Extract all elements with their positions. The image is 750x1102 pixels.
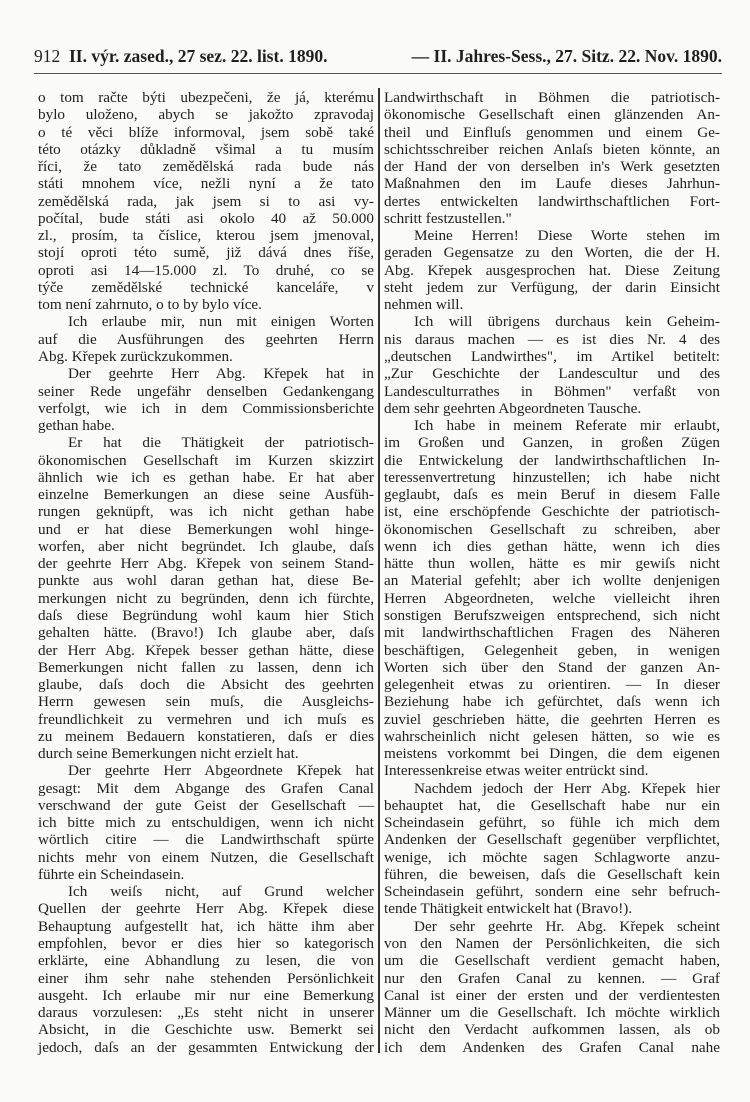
text-line: nur den Grafen Canal zu kennen. — Graf — [384, 969, 720, 987]
text-line: behauptet hat, die Gesellschaft habe nur ein — [384, 796, 720, 814]
text-line: wenn ich dies gethan hätte, wenn ich dies — [384, 537, 720, 555]
text-line: rungen geknüpft, was ich nicht gethan habe — [38, 503, 374, 521]
text-line: nichts mehr von einem Nutzen, die Gesellschaft — [38, 848, 374, 866]
text-line: führen, die beweisen, daſs die Gesellschaft kein — [384, 865, 720, 883]
text-line: o tom račte býti ubezpečeni, že já, kterému — [38, 89, 374, 106]
text-line: Bemerkungen nicht fallen zu lassen, denn ich — [38, 658, 374, 676]
text-line: Quellen der geehrte Herr Abg. Křepek diese — [38, 900, 374, 918]
text-line: dem sehr geehrten Abgeordneten Tausche. — [384, 399, 642, 417]
text-line: freundlichkeit zu vermehren und ich muſs es — [38, 710, 374, 728]
text-line: tom není zahrnuto, o to by bylo více. — [38, 296, 262, 314]
text-line: stojí oproti této sumě, již dává dnes říše, — [38, 244, 374, 262]
text-line: erklärte, eine Abhandlung zu lesen, die von — [38, 952, 374, 970]
text-line: gethan habe. — [38, 417, 115, 435]
text-line: daraus vorzulesen: „Es steht nicht in unserer — [38, 1004, 374, 1022]
text-line: zuviel geschrieben hätte, die geehrten Herren es — [384, 710, 720, 728]
header-czech-session: II. výr. zased., 27 sez. 22. list. 1890. — [69, 46, 328, 66]
text-line: empfohlen, bevor er dies hier so kategorisch — [38, 935, 374, 953]
text-line: Der geehrte Herr Abg. Křepek hat in — [68, 365, 374, 383]
text-line: führte ein Scheindasein. — [38, 865, 185, 883]
text-line: meistens vorkommt bei Dingen, die dem eigenen — [384, 745, 720, 763]
text-line: týče zemědělské technické kanceláře, v — [38, 278, 374, 296]
text-line: Landwirthschaft in Böhmen die patriotisch- — [384, 89, 720, 106]
text-line: ausgeht. Ich erlaube mir nur eine Bemerkung — [38, 986, 374, 1004]
text-line: Er hat die Thätigkeit der patriotisch- — [68, 434, 374, 452]
text-line: počítal, bude státi asi okolo 40 až 50.000 — [38, 209, 374, 227]
text-line: Landesculturrathes in Böhmen" verfaßt von — [384, 382, 720, 400]
text-line: punkte aus wohl daran gethan hat, diese Be- — [38, 572, 374, 590]
text-line: zu meinem Bedauern konstatieren, daſs er dies — [38, 727, 374, 745]
text-line: gelegenheit etwas zu orientiren. — In dieser — [384, 676, 720, 694]
text-line: steht jedem zur Verfügung, der darin Einsicht — [384, 278, 720, 296]
text-line: zemědělská rada, jak jsem si to asi vy- — [38, 192, 374, 210]
text-line: bylo uloženo, abych se jakožto zpravodaj — [38, 106, 374, 124]
text-line: sonstigen Berufszweigen entsprechend, sich nicht — [384, 606, 720, 624]
text-line: wenige, ich möchte sagen Schlagworte anzu- — [384, 848, 720, 866]
text-line: wörtlich citire — die Landwirthschaft spürte — [38, 831, 374, 849]
text-line: verfolgt, wie ich in dem Commissionsberichte — [38, 399, 374, 417]
text-line: nehmen will. — [384, 296, 464, 314]
text-line: an Material gefehlt; aber ich wollte denjenigen — [384, 572, 720, 590]
text-line: hätte thun wollen, hätte es mir gewiſs nicht — [384, 555, 720, 573]
text-line: ökonomischen Gesellschaft im Kurzen skizzirt — [38, 451, 374, 469]
text-line: dertes entwickelten landwirthschaftlichen Fort- — [384, 192, 720, 210]
text-line: ich dem Andenken des Grafen Canal nahe — [384, 1038, 720, 1056]
header-czech — [34, 46, 327, 67]
text-line: Canal ist einer der ersten und der verdientesten — [384, 986, 720, 1004]
text-line: ist, eine erschöpfende Geschichte der patriotisch- — [384, 503, 720, 521]
text-line: mit landwirthschaftlichen Fragen des Näheren — [384, 624, 720, 642]
text-line: o té věci blíže informoval, jsem sobě také — [38, 123, 374, 141]
text-line: Abg. Křepek ausgesprochen hat. Diese Zeitung — [384, 261, 720, 279]
left-column — [38, 89, 374, 1056]
text-line: Meine Herren! Diese Worte stehen im — [414, 227, 720, 245]
text-line: um die Gesellschaft verdient gemacht haben, — [384, 952, 720, 970]
text-line: merkungen nicht zu begründen, denn ich fürchte, — [38, 589, 374, 607]
column-divider — [378, 88, 380, 1053]
text-line: oproti asi 14—15.000 zl. To druhé, co se — [38, 261, 374, 279]
text-line: der geehrte Herr Abg. Křepek von seinem Stand- — [38, 555, 374, 573]
text-line: Nachdem jedoch der Herr Abg. Křepek hier — [414, 779, 720, 797]
text-line: nis daraus machen — es ist dies Nr. 4 des — [384, 330, 720, 348]
text-line: Behauptung aufgestellt hat, ich hätte ihm aber — [38, 917, 374, 935]
text-line: Männer um die Gesellschaft. Ich möchte wirklich — [384, 1004, 720, 1022]
text-line: Interessenkreise etwas weiter entrückt sind. — [384, 762, 649, 780]
text-line: verschwand der gute Geist der Gesellschaft — — [38, 796, 374, 814]
text-line: Herren Abgeordneten, welche vielleicht ihren — [384, 589, 720, 607]
text-line: Der sehr geehrte Hr. Abg. Křepek scheint — [414, 917, 720, 935]
text-line: ökonomischen Gesellschaft zu schreiben, aber — [384, 520, 720, 538]
text-line: říci, že tato zemědělská rada bude nás — [38, 158, 374, 176]
text-line: teressenvertretung hinzustellen; ich habe nicht — [384, 468, 720, 486]
text-line: Maßnahmen den im Laufe dieses Jahrhun- — [384, 175, 720, 193]
right-column — [384, 89, 720, 1056]
text-line: státi mnohem více, nežli nyní a že tato — [38, 175, 374, 193]
text-line: Abg. Křepek zurückzukommen. — [38, 347, 233, 365]
text-line: auf die Ausführungen des geehrten Herrn — [38, 330, 374, 348]
text-line: von den Namen der Persönlichkeiten, die sich — [384, 935, 720, 953]
text-line: nicht den Verdacht aufkommen lassen, als ob — [384, 1021, 720, 1039]
text-line: Beziehung habe ich gefürchtet, daſs wenn ich — [384, 693, 720, 711]
text-line: seiner Rede ungefähr denselben Gedankengang — [38, 382, 374, 400]
text-line: glaube, daſs doch die Absicht des geehrten — [38, 676, 374, 694]
text-line: tende Thätigkeit entwickelt hat (Bravo!). — [384, 900, 633, 918]
page-number: 912 — [34, 46, 61, 66]
text-line: geraden Gegensatze zu den Worten, die der H. — [384, 244, 720, 262]
running-header — [34, 46, 722, 67]
text-line: „deutschen Landwirthes", im Artikel betitelt: — [384, 347, 720, 365]
text-line: zl., prosím, ta číslice, kterou jsem jmenoval, — [38, 227, 374, 245]
text-line: Ich will übrigens durchaus kein Geheim- — [414, 313, 720, 331]
text-line: der Herr Abg. Křepek besser gethan hätte, diese — [38, 641, 374, 659]
text-line: Ich habe in meinem Referate mir erlaubt, — [414, 417, 720, 435]
text-line: Absicht, in die Geschichte usw. Bemerkt sei — [38, 1021, 374, 1039]
text-line: Der geehrte Herr Abgeordnete Křepek hat — [68, 762, 374, 780]
text-line: und er hat diese Bemerkungen wohl hinge- — [38, 520, 374, 538]
text-line: einer ihm sehr nahe stehenden Persönlichkeit — [38, 969, 374, 987]
text-line: Andenken der Gesellschaft gegenüber verpflichtet, — [384, 831, 720, 849]
text-line: ich bitte mich zu entschuldigen, wenn ich nicht — [38, 814, 374, 832]
text-line: daſs diese Begründung wohl kaum hier Stich — [38, 606, 374, 624]
text-line: ähnlich wie ich es gethan habe. Er hat aber — [38, 468, 374, 486]
text-line: jedoch, daſs an der gesammten Entwickung der — [38, 1038, 374, 1056]
text-line: schichtsschreiber reichen Anlaſs bieten könnte, an — [384, 140, 720, 158]
text-line: theil und Einfluſs genommen und einem Ge- — [384, 123, 720, 141]
text-line: die Entwickelung der landwirthschaftlichen In- — [384, 451, 720, 469]
text-line: einzelne Bemerkungen an diese seine Ausfüh- — [38, 486, 374, 504]
header-german-session: — II. Jahres-Sess., 27. Sitz. 22. Nov. 1890. — [411, 46, 722, 66]
text-line: Scheindasein geführt, so fühle ich mich dem — [384, 814, 720, 832]
text-line: im Großen und Ganzen, in großen Zügen — [384, 434, 720, 452]
text-line: Ich erlaube mir, nun mit einigen Worten — [68, 313, 374, 331]
text-line: gesagt: Mit dem Abgange des Grafen Canal — [38, 779, 374, 797]
text-line: Worten sich über den Stand der ganzen An- — [384, 658, 720, 676]
text-line: der Hand der von derselben in's Werk gesetzten — [384, 158, 720, 176]
text-line: Ich weiſs nicht, auf Grund welcher — [68, 883, 374, 901]
text-line: gehalten hätte. (Bravo!) Ich glaube aber, daſs — [38, 624, 374, 642]
text-line: této otázky důkladně všimal a tu musím — [38, 140, 374, 158]
text-line: „Zur Geschichte der Landescultur und des — [384, 365, 720, 383]
text-line: beschäftigen, Gelegenheit geben, in wenigen — [384, 641, 720, 659]
text-line: schritt festzustellen." — [384, 209, 512, 227]
text-line: wahrscheinlich nicht gelesen hätten, so wie es — [384, 727, 720, 745]
text-line: worfen, aber nicht begründet. Ich glaube, daſs — [38, 537, 374, 555]
header-rule — [34, 73, 722, 74]
text-line: durch seine Bemerkungen nicht erzielt hat. — [38, 745, 299, 763]
text-line: Scheindasein geführt, sondern eine sehr befruch- — [384, 883, 720, 901]
text-line: ökonomische Gesellschaft einen glänzenden An- — [384, 106, 720, 124]
text-line: geglaubt, daſs es mein Beruf in diesem Falle — [384, 486, 720, 504]
text-line: Herrn gewesen sein muſs, die Ausgleichs- — [38, 693, 374, 711]
